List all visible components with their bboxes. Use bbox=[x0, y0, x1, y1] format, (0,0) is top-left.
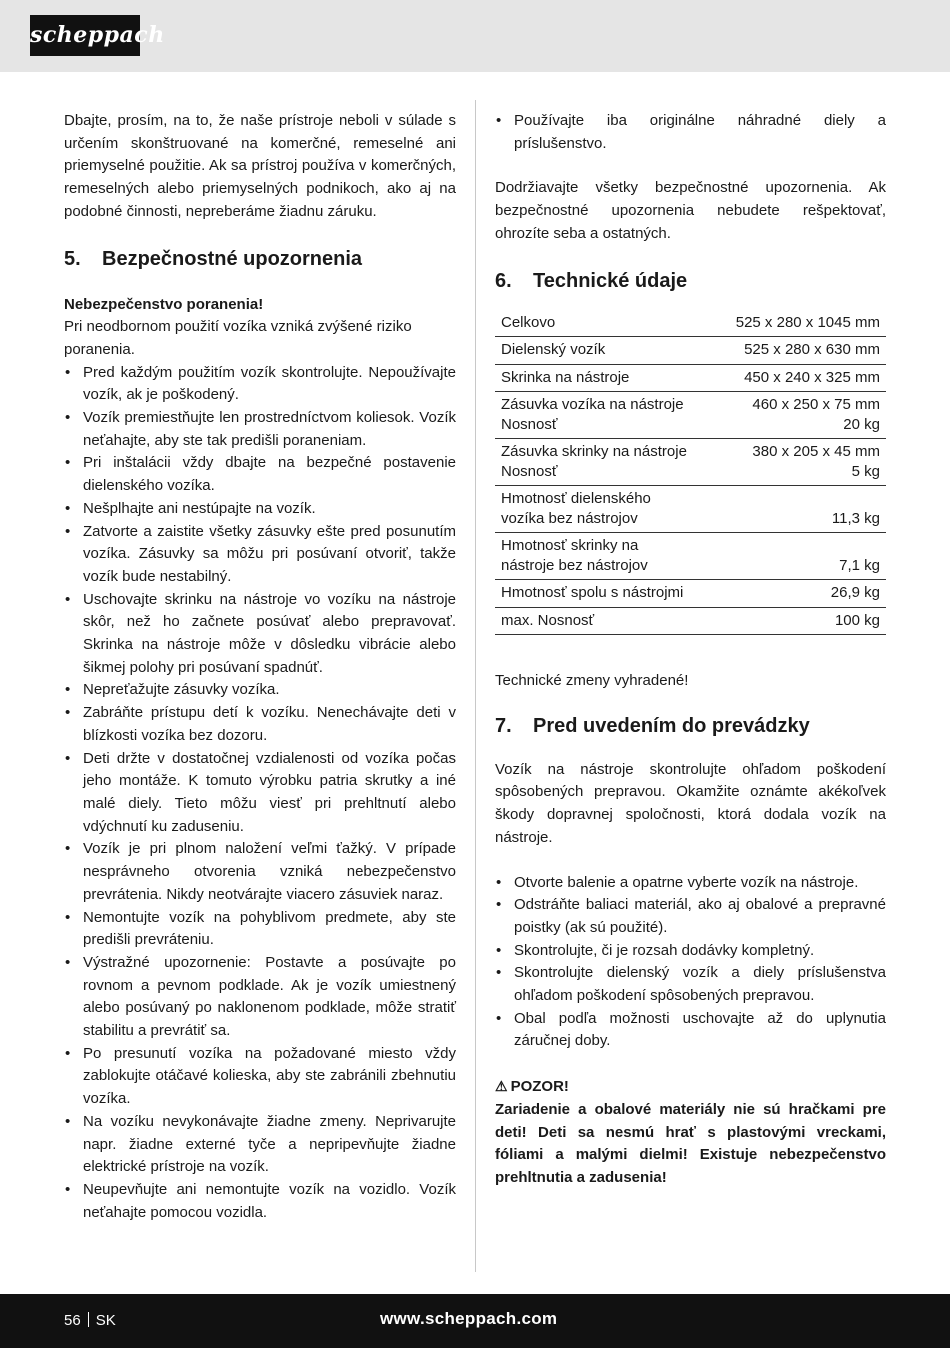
spec-label: Hmotnosť dielenského vozíka bez nástrojov bbox=[495, 486, 713, 533]
list-item: • Po presunutí vozíka na požadované miesto vždy zablokujte otáčavé kolieska, aby ste zabránili zbehnutiu vozíka. bbox=[64, 1043, 456, 1111]
tech-changes-note: Technické zmeny vyhradené! bbox=[495, 672, 689, 690]
section-5-heading bbox=[64, 246, 456, 272]
section-6-number: 6. bbox=[495, 269, 512, 292]
section-6-heading bbox=[495, 268, 886, 294]
section-6-title: Technické údaje bbox=[533, 269, 688, 292]
list-item: • Obal podľa možnosti uschovajte až do uplynutia záručnej doby. bbox=[495, 1008, 886, 1053]
section-7-intro: Vozík na nástroje skontrolujte ohľadom poškodení spôsobených prepravou. Okamžite oznámte akékoľvek škody dopravnej spoločnosti, ktorá dodala vozík na nástroje. bbox=[495, 760, 886, 846]
safety-bullet-list bbox=[64, 362, 456, 1225]
list-item: • Pri inštalácii vždy dbajte na bezpečné postavenie dielenského vozíka. bbox=[64, 452, 456, 497]
language-code: SK bbox=[95, 1312, 116, 1329]
list-item: • Zabráňte prístupu detí k vozíku. Nenechávajte deti v blízkosti vozíka bez dozoru. bbox=[64, 702, 456, 747]
list-item: • Uschovajte skrinku na nástroje vo vozíku na nástroje skôr, než ho začnete posúvať alebo prepravovať. Skrinka na nástroje môže v dôsledku vibrácie alebo šikmej polohy pri posúvaní spadnúť. bbox=[64, 589, 456, 680]
list-item: • Vozík premiestňujte len prostredníctvom koliesok. Vozík neťahajte, aby ste tak predišli poraneniam. bbox=[64, 407, 456, 452]
page-indicator bbox=[64, 1310, 116, 1333]
intro-paragraph: Dbajte, prosím, na to, že naše prístroje neboli v súlade s určením skonštruované na komerčné, remeselné ani priemyselné použitie. Ak sa prístroj používa v komerčných, remeselných alebo priemyselných podnikoch, ako aj na podobné činnosti, nepreberáme žiadnu záruku. bbox=[64, 112, 456, 220]
section-7-heading bbox=[495, 713, 886, 739]
list-item: • Deti držte v dostatočnej vzdialenosti od vozíka počas jeho montáže. K tomuto výrobku patria skrutky a iné malé diely. Tieto môžu viesť pri prehltnutí alebo vdýchnutí ku zaduseniu. bbox=[64, 748, 456, 839]
top-bullet-list bbox=[495, 110, 886, 155]
list-item: • Odstráňte baliaci materiál, ako aj obalové a prepravné poistky (ak sú použité). bbox=[495, 894, 886, 939]
website-link[interactable]: www.scheppach.com bbox=[380, 1309, 558, 1328]
table-row bbox=[495, 533, 886, 580]
spec-table bbox=[495, 310, 886, 636]
spec-label: Zásuvka vozíka na nástroje Nosnosť bbox=[495, 392, 713, 439]
caution-heading-row bbox=[495, 1075, 886, 1099]
column-divider bbox=[475, 100, 476, 1272]
separator bbox=[88, 1312, 89, 1327]
section-7-title: Pred uvedením do prevádzky bbox=[533, 714, 810, 737]
table-row bbox=[495, 486, 886, 533]
danger-heading: Nebezpečenstvo poranenia! bbox=[64, 295, 264, 313]
list-item: • Zatvorte a zaistite všetky zásuvky ešte pred posunutím vozíka. Zásuvky sa môžu pri posúvaní otvoriť, takže vozík bude nestabilný. bbox=[64, 521, 456, 589]
section-5-number: 5. bbox=[64, 247, 81, 270]
list-item: • Skontrolujte dielenský vozík a diely príslušenstva ohľadom poškodení spôsobených prepravou. bbox=[495, 962, 886, 1007]
spec-label: Celkovo bbox=[495, 310, 713, 337]
unpacking-bullet-list bbox=[495, 872, 886, 1054]
spec-label: Hmotnosť spolu s nástrojmi bbox=[495, 580, 713, 608]
spec-value: 450 x 240 x 325 mm bbox=[713, 364, 886, 392]
list-item: • Otvorte balenie a opatrne vyberte vozík na nástroje. bbox=[495, 872, 886, 895]
table-row bbox=[495, 439, 886, 486]
safety-note: Dodržiavajte všetky bezpečnostné upozornenia. Ak bezpečnostné upozornenia nebudete rešpektovať, ohrozíte seba a ostatných. bbox=[495, 179, 886, 242]
page-number: 56 bbox=[64, 1312, 81, 1329]
list-item: • Skontrolujte, či je rozsah dodávky kompletný. bbox=[495, 940, 886, 963]
spec-label: Zásuvka skrinky na nástroje Nosnosť bbox=[495, 439, 713, 486]
spec-label: Hmotnosť skrinky na nástroje bez nástrojov bbox=[495, 533, 713, 580]
list-item: • Používajte iba originálne náhradné diely a príslušenstvo. bbox=[495, 110, 886, 155]
table-row bbox=[495, 392, 886, 439]
spec-value: 525 x 280 x 1045 mm bbox=[713, 310, 886, 337]
spec-value: 100 kg bbox=[713, 607, 886, 635]
spec-label: Skrinka na nástroje bbox=[495, 364, 713, 392]
warning-triangle-icon: ⚠ bbox=[495, 1078, 508, 1095]
scheppach-logo: scheppach bbox=[30, 15, 140, 56]
spec-value: 525 x 280 x 630 mm bbox=[713, 337, 886, 365]
spec-value: 7,1 kg bbox=[713, 533, 886, 580]
table-row bbox=[495, 310, 886, 337]
caution-block bbox=[495, 1075, 886, 1190]
list-item: • Nemontujte vozík na pohyblivom predmete, aby ste predišli prevráteniu. bbox=[64, 907, 456, 952]
page-header bbox=[0, 0, 950, 72]
spec-value: 11,3 kg bbox=[713, 486, 886, 533]
list-item: • Neupevňujte ani nemontujte vozík na vozidlo. Vozík neťahajte pomocou vozidla. bbox=[64, 1179, 456, 1224]
caution-text: Zariadenie a obalové materiály nie sú hračkami pre deti! Deti sa nesmú hrať s plastovými vreckami, fóliami a malými dielmi! Existuje nebezpečenstvo prehltnutia a zadusenia! bbox=[495, 1100, 886, 1186]
page-footer bbox=[0, 1294, 950, 1348]
right-column bbox=[495, 110, 886, 1190]
spec-value: 460 x 250 x 75 mm 20 kg bbox=[713, 392, 886, 439]
table-row bbox=[495, 364, 886, 392]
list-item: • Nešplhajte ani nestúpajte na vozík. bbox=[64, 498, 456, 521]
section-5-title: Bezpečnostné upozornenia bbox=[102, 247, 363, 270]
section-7-number: 7. bbox=[495, 714, 512, 737]
caution-heading: POZOR! bbox=[510, 1078, 569, 1096]
table-row bbox=[495, 580, 886, 608]
list-item: • Nepreťažujte zásuvky vozíka. bbox=[64, 679, 456, 702]
left-column bbox=[64, 110, 456, 1224]
list-item: • Vozík je pri plnom naložení veľmi ťažký. V prípade nesprávneho otvorenia vzniká nebezpečenstvo prevrátenia. Nikdy neotvárajte viacero zásuviek naraz. bbox=[64, 838, 456, 906]
danger-block bbox=[64, 294, 456, 362]
danger-text: Pri neodbornom použití vozíka vzniká zvýšené riziko poranenia. bbox=[64, 318, 412, 358]
list-item: • Pred každým použitím vozík skontrolujte. Nepoužívajte vozík, ak je poškodený. bbox=[64, 362, 456, 407]
list-item: • Na vozíku nevykonávajte žiadne zmeny. Neprivarujte napr. žiadne externé tyče a nepripevňujte žiadne elektrické prístroje na vozík. bbox=[64, 1111, 456, 1179]
table-row bbox=[495, 607, 886, 635]
table-row bbox=[495, 337, 886, 365]
spec-value: 26,9 kg bbox=[713, 580, 886, 608]
list-item: • Výstražné upozornenie: Postavte a posúvajte po rovnom a pevnom podklade. Ak je vozík umiestnený alebo posúvaný po naklonenom podklade, môže stratiť stabilitu a prevrátiť sa. bbox=[64, 952, 456, 1043]
spec-label: Dielenský vozík bbox=[495, 337, 713, 365]
spec-value: 380 x 205 x 45 mm 5 kg bbox=[713, 439, 886, 486]
spec-label: max. Nosnosť bbox=[495, 607, 713, 635]
